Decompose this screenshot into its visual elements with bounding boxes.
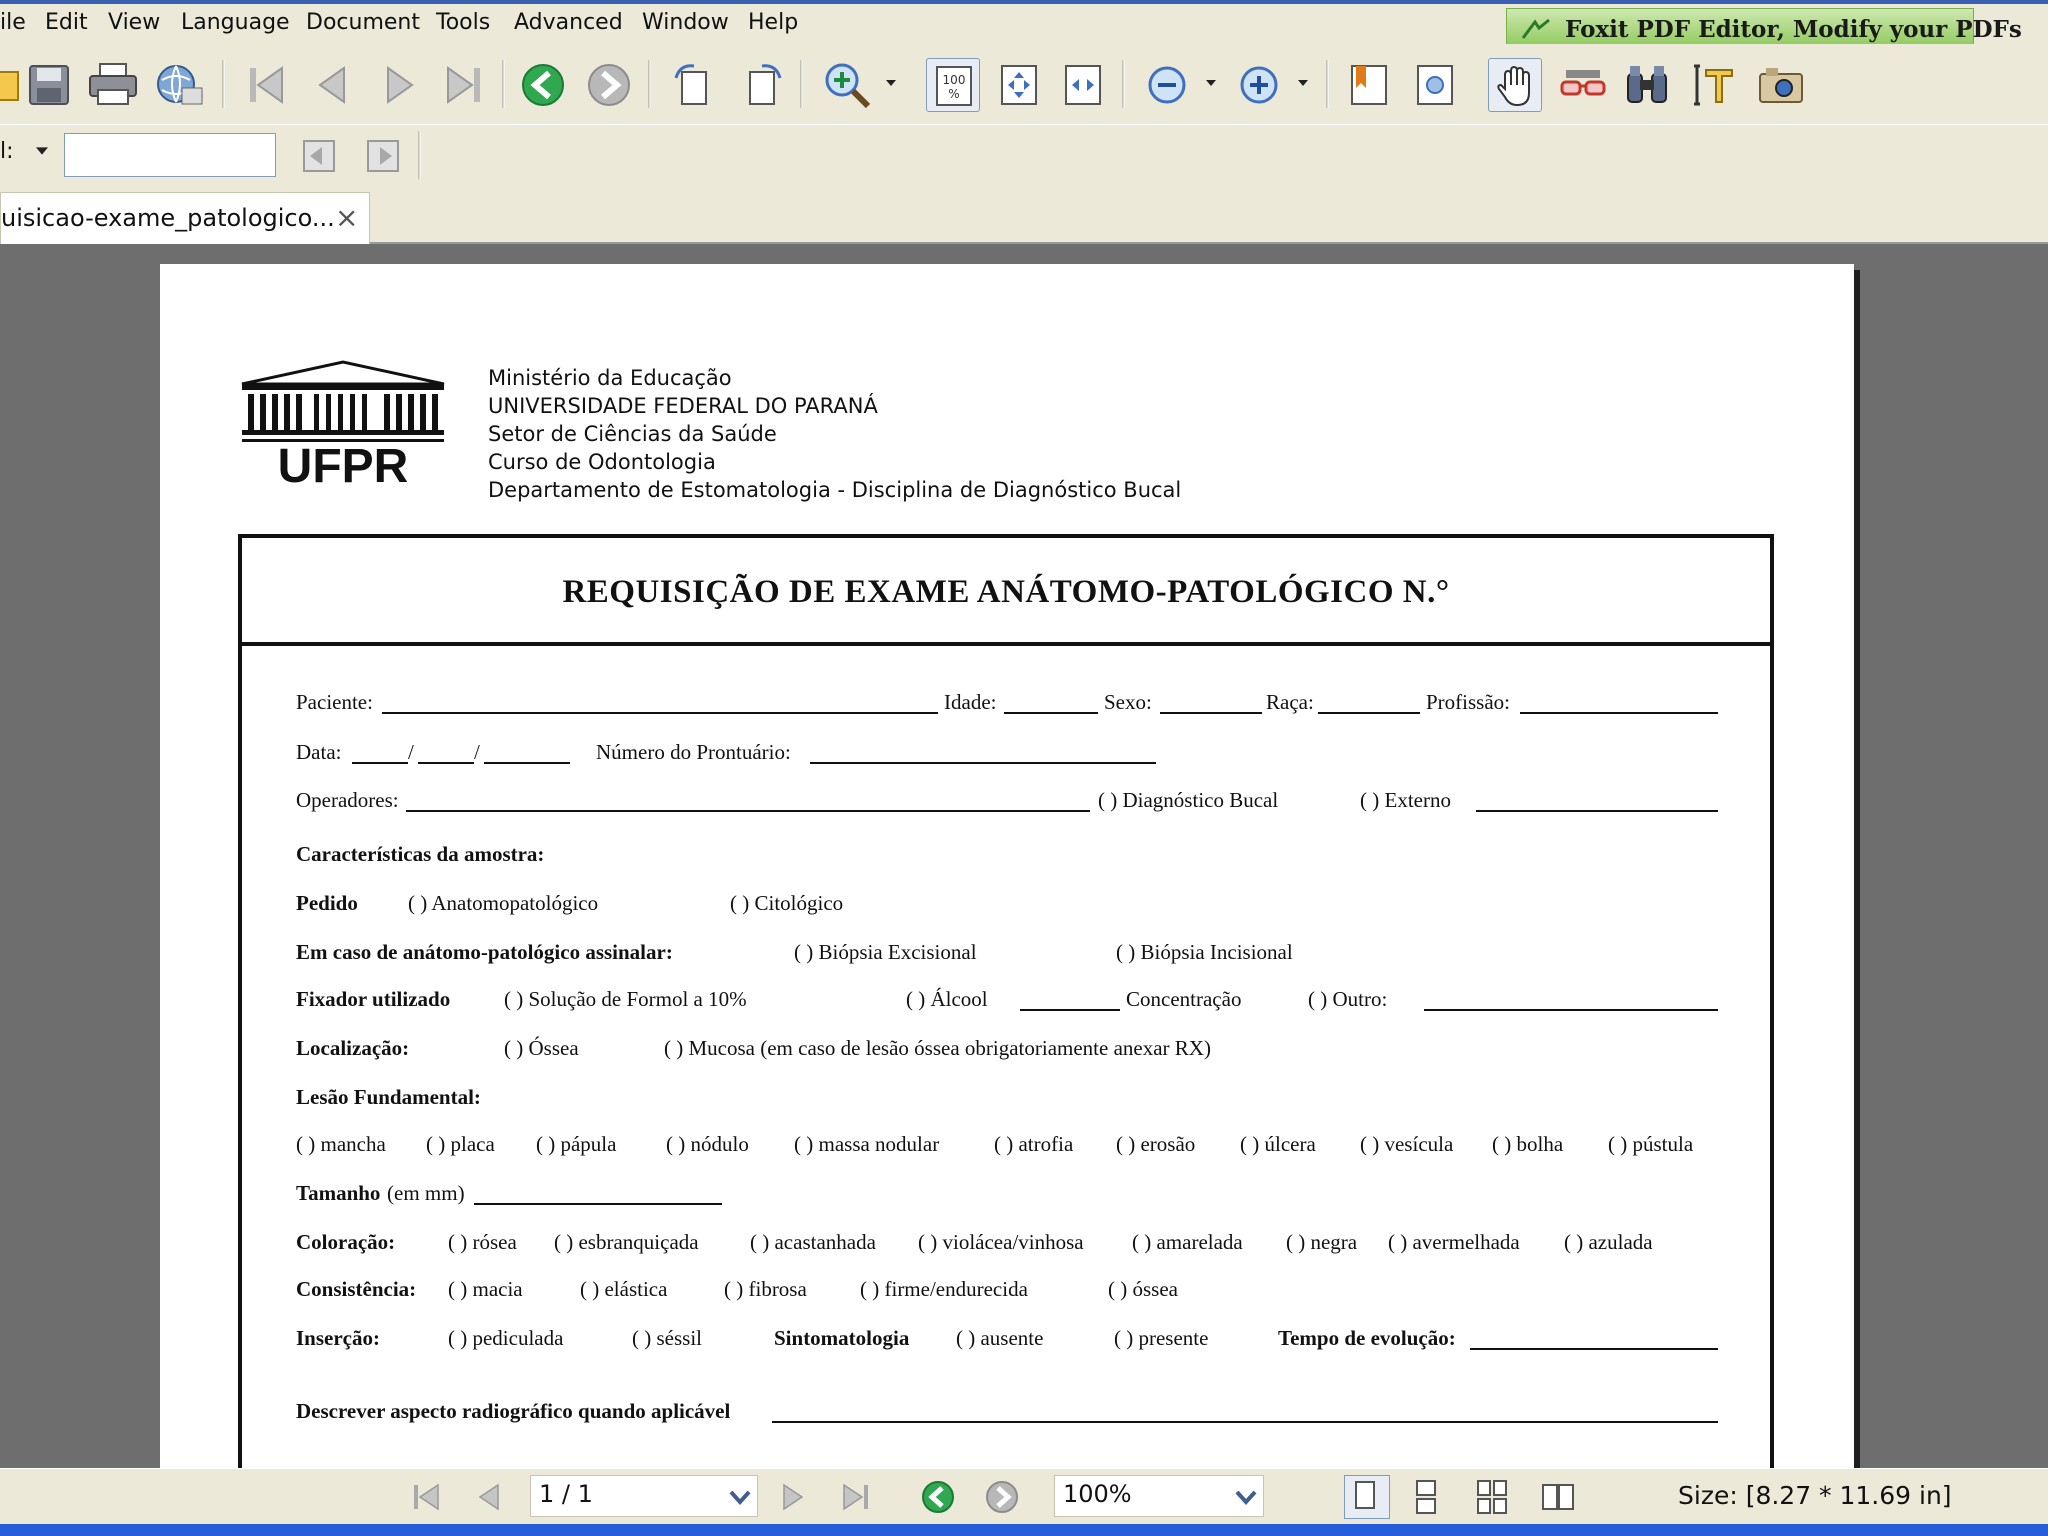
svg-text:UFPR: UFPR	[277, 440, 409, 490]
checkbox-fibrosa[interactable]: ( ) fibrosa	[724, 1277, 807, 1301]
page-number-text: 1 / 1	[539, 1480, 593, 1508]
checkbox-ulcera[interactable]: ( ) úlcera	[1240, 1132, 1316, 1156]
menu-advanced[interactable]: Advanced	[514, 10, 623, 35]
date-separator: /	[474, 740, 480, 764]
field-profissao[interactable]	[1520, 712, 1718, 714]
promo-icon	[1521, 18, 1551, 40]
institution-header	[488, 364, 1181, 504]
rotate-left-icon[interactable]	[668, 58, 722, 112]
status-bar	[0, 1468, 2048, 1525]
header-line: Setor de Ciências da Saúde	[488, 422, 777, 446]
header-line: Departamento de Estomatologia - Disciplina de Diagnóstico Bucal	[488, 478, 1182, 502]
zoom-out-icon[interactable]	[1140, 58, 1194, 112]
last-page-icon[interactable]	[436, 58, 490, 112]
last-page-icon[interactable]	[836, 1477, 876, 1517]
chevron-down-icon[interactable]	[1233, 1484, 1259, 1510]
checkbox-ossea-consistencia[interactable]: ( ) óssea	[1108, 1277, 1178, 1301]
find-dropdown-icon[interactable]	[36, 145, 48, 157]
field-paciente[interactable]	[382, 712, 938, 714]
label-coloracao: Coloração:	[296, 1230, 396, 1254]
previous-page-icon[interactable]	[470, 1477, 510, 1517]
checkbox-externo[interactable]: ( ) Externo	[1360, 788, 1451, 812]
section-caracteristicas: Características da amostra:	[296, 842, 545, 866]
field-date-day[interactable]	[352, 762, 408, 764]
label-anatomo: Em caso de anátomo-patológico assinalar:	[296, 940, 673, 964]
svg-text:100: 100	[942, 73, 966, 87]
first-page-icon[interactable]	[406, 1477, 446, 1517]
checkbox-papula[interactable]: ( ) pápula	[536, 1132, 617, 1156]
zoom-out-dropdown-icon[interactable]	[1206, 78, 1216, 88]
checkbox-presente[interactable]: ( ) presente	[1114, 1326, 1209, 1350]
pdf-page	[160, 264, 1854, 1468]
zoom-level-field[interactable]	[1054, 1475, 1264, 1517]
checkbox-elastica[interactable]: ( ) elástica	[580, 1277, 668, 1301]
hand-tool-icon[interactable]	[1488, 58, 1542, 112]
toolbar-separator	[222, 60, 225, 108]
checkbox-macia[interactable]: ( ) macia	[448, 1277, 523, 1301]
checkbox-rosea[interactable]: ( ) rósea	[448, 1230, 517, 1254]
menu-bar	[0, 4, 2048, 44]
find-next-icon[interactable]	[356, 129, 410, 183]
promo-label: Foxit PDF Editor, Modify your PDFs	[1565, 16, 2022, 43]
typewriter-glasses-icon[interactable]	[1556, 58, 1610, 112]
fit-width-icon[interactable]	[1056, 58, 1110, 112]
checkbox-mancha[interactable]: ( ) mancha	[296, 1132, 386, 1156]
toolbar-separator	[1122, 60, 1125, 108]
actual-size-icon[interactable]	[926, 58, 980, 112]
checkbox-nodulo[interactable]: ( ) nódulo	[666, 1132, 749, 1156]
label-paciente: Paciente:	[296, 690, 373, 714]
save-icon[interactable]	[22, 58, 76, 112]
svg-text:%: %	[948, 87, 960, 101]
field-prontuario[interactable]	[810, 762, 1156, 764]
menu-tools[interactable]: Tools	[436, 10, 491, 35]
checkbox-sessil[interactable]: ( ) séssil	[632, 1326, 702, 1350]
label-prontuario: Número do Prontuário:	[596, 740, 791, 764]
single-page-view-icon[interactable]	[1344, 1475, 1390, 1519]
menu-window[interactable]: Window	[642, 10, 729, 35]
page-number-field[interactable]	[530, 1475, 758, 1517]
checkbox-formol[interactable]: ( ) Solução de Formol a 10%	[504, 987, 747, 1011]
snapshot-page-icon[interactable]	[1408, 58, 1462, 112]
go-forward-icon[interactable]	[582, 58, 636, 112]
field-sexo[interactable]	[1160, 712, 1262, 714]
menu-edit[interactable]: Edit	[45, 10, 88, 35]
field-date-month[interactable]	[418, 762, 474, 764]
zoom-in-icon[interactable]	[1232, 58, 1286, 112]
menu-help[interactable]: Help	[748, 10, 799, 35]
print-icon[interactable]	[86, 58, 140, 112]
next-page-icon[interactable]	[772, 1477, 812, 1517]
form-title: REQUISIÇÃO DE EXAME ANÁTOMO-PATOLÓGICO N.°	[242, 538, 1770, 646]
checkbox-ausente[interactable]: ( ) ausente	[956, 1326, 1044, 1350]
checkbox-pediculada[interactable]: ( ) pediculada	[448, 1326, 564, 1350]
go-back-icon[interactable]	[516, 58, 570, 112]
main-toolbar	[0, 44, 2048, 124]
continuous-facing-view-icon[interactable]	[1472, 1477, 1512, 1517]
checkbox-anatomopatologico[interactable]: ( ) Anatomopatológico	[408, 891, 599, 915]
document-tab-bar	[0, 188, 2048, 244]
label-tempo-evolucao: Tempo de evolução:	[1278, 1326, 1456, 1350]
header-line: Curso de Odontologia	[488, 450, 716, 474]
first-page-icon[interactable]	[240, 58, 294, 112]
menu-document[interactable]: Document	[306, 10, 420, 35]
checkbox-citologico[interactable]: ( ) Citológico	[730, 891, 844, 915]
toolbar-separator	[648, 60, 651, 108]
rotate-right-icon[interactable]	[734, 58, 788, 112]
close-tab-icon[interactable]: ×	[335, 201, 359, 234]
zoom-in-dropdown-icon[interactable]	[1298, 78, 1308, 88]
field-radiografico[interactable]	[772, 1421, 1718, 1423]
chevron-down-icon[interactable]	[727, 1484, 753, 1510]
date-separator: /	[408, 740, 414, 764]
label-consistencia: Consistência:	[296, 1277, 417, 1301]
field-outro[interactable]	[1424, 1009, 1718, 1011]
label-localizacao: Localização:	[296, 1036, 410, 1060]
checkbox-avermelhada[interactable]: ( ) avermelhada	[1388, 1230, 1520, 1254]
checkbox-amarelada[interactable]: ( ) amarelada	[1132, 1230, 1243, 1254]
previous-page-icon[interactable]	[306, 58, 360, 112]
zoom-tool-dropdown-icon[interactable]	[886, 78, 896, 88]
header-line: Ministério da Educação	[488, 366, 732, 390]
document-tab[interactable]	[0, 192, 370, 244]
label-sexo: Sexo:	[1104, 690, 1152, 714]
label-raca: Raça:	[1266, 690, 1314, 714]
label-tamanho: Tamanho	[296, 1181, 381, 1205]
field-idade[interactable]	[1004, 712, 1098, 714]
checkbox-alcool[interactable]: ( ) Álcool	[906, 987, 988, 1011]
label-radiografico: Descrever aspecto radiográfico quando aplicável	[296, 1399, 731, 1423]
select-text-icon[interactable]	[1686, 58, 1740, 112]
checkbox-outro[interactable]: ( ) Outro:	[1308, 987, 1388, 1011]
facing-view-icon[interactable]	[1538, 1477, 1578, 1517]
find-binoculars-icon[interactable]	[1620, 58, 1674, 112]
checkbox-biopsia-incisional[interactable]: ( ) Biópsia Incisional	[1116, 940, 1293, 964]
label-data: Data:	[296, 740, 342, 764]
checkbox-atrofia[interactable]: ( ) atrofia	[994, 1132, 1074, 1156]
checkbox-bolha[interactable]: ( ) bolha	[1492, 1132, 1564, 1156]
toolbar-separator	[1326, 60, 1329, 108]
menu-view[interactable]: View	[108, 10, 161, 35]
checkbox-violacea[interactable]: ( ) violácea/vinhosa	[918, 1230, 1084, 1254]
field-date-year[interactable]	[484, 762, 570, 764]
snapshot-camera-icon[interactable]	[1754, 58, 1808, 112]
find-previous-icon[interactable]	[292, 129, 346, 183]
label-profissao: Profissão:	[1426, 690, 1510, 714]
checkbox-erosao[interactable]: ( ) erosão	[1116, 1132, 1196, 1156]
label-lesao: Lesão Fundamental:	[296, 1085, 481, 1109]
checkbox-negra[interactable]: ( ) negra	[1286, 1230, 1358, 1254]
checkbox-esbranquicada[interactable]: ( ) esbranquiçada	[554, 1230, 699, 1254]
checkbox-diagnostico-bucal[interactable]: ( ) Diagnóstico Bucal	[1098, 788, 1279, 812]
header-line: UNIVERSIDADE FEDERAL DO PARANÁ	[488, 394, 878, 418]
field-operadores[interactable]	[406, 810, 1090, 812]
document-viewer[interactable]	[0, 244, 2048, 1468]
field-alcool[interactable]	[1020, 1009, 1120, 1011]
label-operadores: Operadores:	[296, 788, 399, 812]
checkbox-firme[interactable]: ( ) firme/endurecida	[860, 1277, 1028, 1301]
toolbar-separator	[800, 60, 803, 108]
checkbox-vesicula[interactable]: ( ) vesícula	[1360, 1132, 1454, 1156]
label-tamanho-unit: (em mm)	[387, 1181, 465, 1205]
toolbar-separator	[418, 131, 421, 179]
email-globe-icon[interactable]	[152, 58, 206, 112]
bookmarks-icon[interactable]	[1342, 58, 1396, 112]
label-sintomatologia: Sintomatologia	[774, 1326, 910, 1350]
checkbox-acastanhada[interactable]: ( ) acastanhada	[750, 1230, 876, 1254]
document-tab-label: uisicao-exame_patologico...	[1, 204, 335, 232]
checkbox-massa-nodular[interactable]: ( ) massa nodular	[794, 1132, 940, 1156]
promo-banner[interactable]	[1506, 8, 2022, 48]
checkbox-placa[interactable]: ( ) placa	[426, 1132, 495, 1156]
page-size-text: Size: [8.27 * 11.69 in]	[1678, 1481, 1952, 1510]
go-forward-icon[interactable]	[982, 1477, 1022, 1517]
field-tamanho[interactable]	[474, 1203, 722, 1205]
checkbox-biopsia-excisional[interactable]: ( ) Biópsia Excisional	[794, 940, 977, 964]
toolbar-separator	[502, 60, 505, 108]
menu-file[interactable]: ile	[0, 10, 26, 35]
go-back-icon[interactable]	[918, 1477, 958, 1517]
find-toolbar	[0, 124, 2048, 189]
zoom-level-text: 100%	[1063, 1480, 1132, 1508]
checkbox-mucosa[interactable]: ( ) Mucosa (em caso de lesão óssea obrigatoriamente anexar RX)	[664, 1036, 1211, 1060]
field-tempo-evolucao[interactable]	[1470, 1348, 1718, 1350]
checkbox-azulada[interactable]: ( ) azulada	[1564, 1230, 1653, 1254]
zoom-in-tool-icon[interactable]	[820, 58, 874, 112]
request-form	[238, 534, 1774, 1468]
find-input[interactable]	[64, 133, 276, 177]
continuous-view-icon[interactable]	[1406, 1477, 1446, 1517]
label-pedido: Pedido	[296, 891, 358, 915]
ufpr-logo	[238, 360, 448, 490]
os-taskbar	[0, 1524, 2048, 1536]
field-externo[interactable]	[1476, 810, 1718, 812]
checkbox-pustula[interactable]: ( ) pústula	[1608, 1132, 1694, 1156]
label-insercao: Inserção:	[296, 1326, 380, 1350]
checkbox-ossea[interactable]: ( ) Óssea	[504, 1036, 579, 1060]
label-idade: Idade:	[944, 690, 997, 714]
label-fixador: Fixador utilizado	[296, 987, 451, 1011]
find-label: l:	[0, 139, 14, 164]
label-concentracao: Concentração	[1126, 987, 1242, 1011]
fit-page-icon[interactable]	[992, 58, 1046, 112]
field-raca[interactable]	[1318, 712, 1420, 714]
menu-language[interactable]: Language	[181, 10, 290, 35]
next-page-icon[interactable]	[372, 58, 426, 112]
